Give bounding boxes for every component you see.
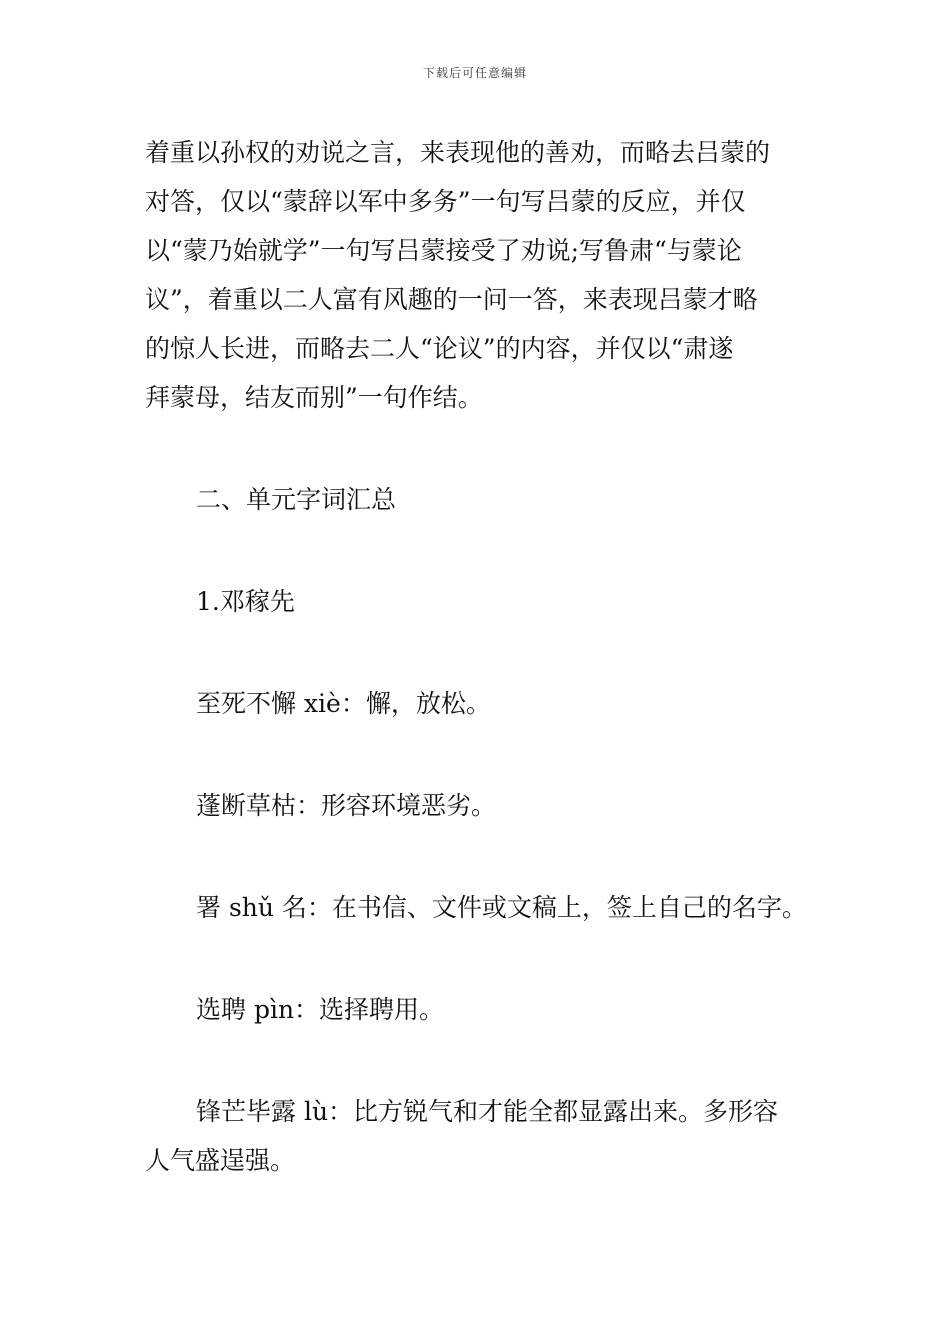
vocab-entry: 选聘 pìn：选择聘用。 (196, 995, 445, 1024)
intro-paragraph (145, 128, 810, 422)
vocab-entry: 蓬断草枯：形容环境恶劣。 (196, 791, 497, 820)
document-body (145, 128, 810, 1185)
intro-line: 对答，仅以“蒙辞以军中多务”一句写吕蒙的反应，并仅 (145, 187, 746, 216)
intro-line: 以“蒙乃始就学”一句写吕蒙接受了劝说;写鲁肃“与蒙论 (145, 236, 742, 265)
vocab-entry: 至死不懈 xiè：懈，放松。 (196, 689, 491, 718)
page-header: 下载后可任意编辑 (422, 66, 527, 80)
vocab-entry-line: 人气盛逞强。 (145, 1146, 296, 1175)
vocab-entry-multiline (145, 1087, 810, 1185)
intro-line: 拜蒙母，结友而别”一句作结。 (145, 383, 483, 412)
section-title: 二、单元字词汇总 (196, 485, 397, 514)
intro-line: 着重以孙权的劝说之言，来表现他的善劝，而略去吕蒙的 (145, 138, 771, 167)
vocab-entry: 署 shǔ 名：在书信、文件或文稿上，签上自己的名字。 (196, 893, 807, 922)
intro-line: 的惊人长进，而略去二人“论议”的内容，并仅以“肃遂 (145, 334, 734, 363)
intro-line: 议”，着重以二人富有风趣的一问一答，来表现吕蒙才略 (145, 285, 758, 314)
vocab-entry-line: 锋芒毕露 lù：比方锐气和才能全都显露出来。多形容 (196, 1097, 779, 1126)
subsection-title: 1.邓稼先 (196, 587, 295, 616)
